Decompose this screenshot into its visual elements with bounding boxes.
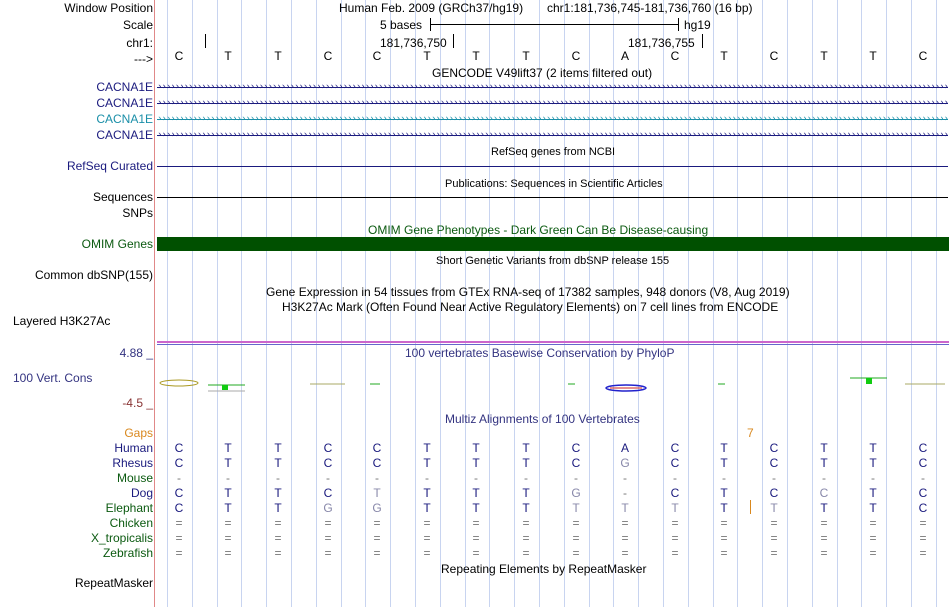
alignment-base: = bbox=[671, 546, 679, 560]
alignment-base: = bbox=[472, 531, 480, 545]
alignment-base: C bbox=[323, 486, 333, 500]
omim-label[interactable]: OMIM Genes bbox=[81, 237, 153, 251]
alignment-base: T bbox=[423, 456, 431, 470]
alignment-base: = bbox=[175, 531, 183, 545]
alignment-base: T bbox=[472, 501, 480, 515]
scale-db: hg19 bbox=[684, 18, 711, 32]
alignment-base: T bbox=[869, 486, 877, 500]
species-label-rhesus: Rhesus bbox=[112, 456, 153, 470]
alignment-base: = bbox=[572, 546, 580, 560]
alignment-base: - bbox=[326, 471, 330, 485]
dbsnp-title: Short Genetic Variants from dbSNP release 155 bbox=[436, 255, 670, 267]
alignment-base: = bbox=[572, 516, 580, 530]
alignment-base: - bbox=[375, 471, 379, 485]
alignment-base: T bbox=[472, 441, 480, 455]
alignment-base: = bbox=[224, 516, 232, 530]
alignment-base: T bbox=[522, 501, 530, 515]
alignment-base: = bbox=[274, 531, 282, 545]
alignment-base: C bbox=[769, 486, 779, 500]
alignment-base: - bbox=[623, 471, 627, 485]
ruler-tick bbox=[702, 34, 703, 48]
alignment-base: T bbox=[869, 441, 877, 455]
alignment-base: - bbox=[524, 471, 528, 485]
alignment-base: - bbox=[177, 471, 181, 485]
alignment-base: = bbox=[175, 546, 183, 560]
base-letter: C bbox=[174, 49, 184, 63]
alignment-base: = bbox=[472, 546, 480, 560]
alignment-base: T bbox=[423, 486, 431, 500]
species-label-dog: Dog bbox=[130, 486, 153, 500]
alignment-base: T bbox=[522, 441, 530, 455]
alignment-base: G bbox=[372, 501, 382, 515]
alignment-base: T bbox=[522, 486, 530, 500]
alignment-base: T bbox=[621, 501, 629, 515]
scale-bar bbox=[430, 24, 678, 25]
alignment-base: T bbox=[224, 456, 232, 470]
alignment-base: - bbox=[425, 471, 429, 485]
alignment-base: T bbox=[820, 501, 828, 515]
species-label-elephant: Elephant bbox=[105, 501, 153, 515]
alignment-base: C bbox=[174, 501, 184, 515]
alignment-base: - bbox=[276, 471, 280, 485]
alignment-base: - bbox=[226, 471, 230, 485]
alignment-base: = bbox=[324, 531, 332, 545]
sequences-label[interactable]: Sequences bbox=[92, 190, 153, 204]
alignment-base: T bbox=[423, 441, 431, 455]
alignment-base: G bbox=[323, 501, 333, 515]
base-letter: T bbox=[869, 49, 877, 63]
alignment-base: = bbox=[621, 546, 629, 560]
omim-phenotype-bar[interactable] bbox=[157, 237, 949, 251]
alignment-base: T bbox=[720, 441, 728, 455]
alignment-base: G bbox=[620, 456, 630, 470]
alignment-base: C bbox=[918, 441, 928, 455]
multiz-title: Multiz Alignments of 100 Vertebrates bbox=[445, 412, 640, 426]
alignment-base: - bbox=[871, 471, 875, 485]
chrom-label: chr1: bbox=[126, 36, 153, 50]
base-letter: T bbox=[224, 49, 232, 63]
gaps-label[interactable]: Gaps bbox=[124, 426, 153, 440]
species-label-mouse: Mouse bbox=[116, 471, 153, 485]
alignment-base: = bbox=[472, 516, 480, 530]
base-letter: C bbox=[918, 49, 928, 63]
alignment-base: = bbox=[572, 531, 580, 545]
alignment-base: = bbox=[919, 531, 927, 545]
scale-text: 5 bases bbox=[380, 18, 423, 32]
base-letter: C bbox=[571, 49, 581, 63]
alignment-base: = bbox=[869, 531, 877, 545]
cons-title: 100 vertebrates Basewise Conservation by PhyloP bbox=[405, 346, 675, 360]
cons-label[interactable]: 100 Vert. Cons bbox=[13, 371, 93, 385]
alignment-base: = bbox=[274, 516, 282, 530]
gap-count: 7 bbox=[747, 426, 754, 440]
alignment-base: = bbox=[224, 531, 232, 545]
gencode-item-label[interactable]: CACNA1E bbox=[96, 112, 153, 126]
base-letter: A bbox=[620, 49, 630, 63]
alignment-base: C bbox=[174, 456, 184, 470]
dbsnp-label[interactable]: Common dbSNP(155) bbox=[34, 268, 153, 282]
alignment-base: T bbox=[472, 486, 480, 500]
ruler-tick bbox=[205, 34, 206, 48]
alignment-base: C bbox=[670, 486, 680, 500]
alignment-base: - bbox=[673, 471, 677, 485]
alignment-base: = bbox=[820, 516, 828, 530]
omim-title: OMIM Gene Phenotypes - Dark Green Can Be Disease-causing bbox=[368, 223, 709, 237]
alignment-base: T bbox=[274, 456, 282, 470]
alignment-base: C bbox=[918, 456, 928, 470]
position-text: chr1:181,736,745-181,736,760 (16 bp) bbox=[547, 1, 753, 15]
alignment-base: = bbox=[720, 546, 728, 560]
h3k27ac-title: H3K27Ac Mark (Often Found Near Active Regulatory Elements) on 7 cell lines from ENCODE bbox=[282, 300, 779, 314]
alignment-base: G bbox=[571, 486, 581, 500]
gtex-title: Gene Expression in 54 tissues from GTEx RNA-seq of 17382 samples, 948 donors (V8, Aug 2019) bbox=[266, 285, 790, 299]
alignment-base: T bbox=[720, 501, 728, 515]
gencode-transcript[interactable] bbox=[157, 129, 948, 141]
alignment-base: = bbox=[522, 546, 530, 560]
gencode-transcript[interactable] bbox=[157, 81, 948, 93]
sequences-line[interactable] bbox=[157, 197, 948, 198]
alignment-base: T bbox=[572, 501, 580, 515]
alignment-base: = bbox=[522, 531, 530, 545]
coord-label: 181,736,755 bbox=[628, 36, 695, 50]
refseq-label[interactable]: RefSeq Curated bbox=[66, 159, 153, 173]
repeatmasker-title: Repeating Elements by RepeatMasker bbox=[441, 562, 647, 576]
alignment-base: = bbox=[671, 531, 679, 545]
alignment-base: C bbox=[571, 441, 581, 455]
alignment-base: C bbox=[571, 456, 581, 470]
alignment-base: = bbox=[324, 516, 332, 530]
h3k27ac-signal[interactable] bbox=[157, 344, 949, 345]
snps-label[interactable]: SNPs bbox=[122, 206, 153, 220]
alignment-base: = bbox=[770, 516, 778, 530]
scale-label: Scale bbox=[122, 18, 153, 32]
alignment-base: = bbox=[621, 531, 629, 545]
base-letter: C bbox=[323, 49, 333, 63]
h3k27ac-signal[interactable] bbox=[157, 341, 949, 343]
gencode-title: GENCODE V49lift37 (2 items filtered out) bbox=[432, 66, 653, 80]
alignment-base: T bbox=[274, 501, 282, 515]
alignment-base: = bbox=[423, 531, 431, 545]
alignment-base: = bbox=[224, 546, 232, 560]
base-letter: T bbox=[274, 49, 282, 63]
refseq-title: RefSeq genes from NCBI bbox=[491, 146, 616, 158]
alignment-base: T bbox=[770, 501, 778, 515]
alignment-base: C bbox=[769, 456, 779, 470]
alignment-base: T bbox=[720, 456, 728, 470]
alignment-base: A bbox=[620, 441, 630, 455]
alignment-base: T bbox=[820, 456, 828, 470]
alignment-base: - bbox=[822, 471, 826, 485]
base-letter: T bbox=[820, 49, 828, 63]
alignment-base: = bbox=[770, 531, 778, 545]
base-letter: T bbox=[522, 49, 530, 63]
gencode-transcript[interactable] bbox=[157, 97, 948, 109]
alignment-base: C bbox=[670, 441, 680, 455]
cons-min-label: -4.5 _ bbox=[122, 396, 153, 410]
ruler-tick bbox=[453, 34, 454, 48]
alignment-base: T bbox=[274, 486, 282, 500]
alignment-base: C bbox=[918, 501, 928, 515]
conservation-wiggle[interactable] bbox=[155, 370, 950, 400]
alignment-base: T bbox=[472, 456, 480, 470]
alignment-base: = bbox=[274, 546, 282, 560]
base-letter: T bbox=[423, 49, 431, 63]
alignment-base: - bbox=[921, 471, 925, 485]
alignment-base: = bbox=[720, 531, 728, 545]
alignment-base: = bbox=[373, 516, 381, 530]
alignment-base: C bbox=[174, 441, 184, 455]
alignment-base: T bbox=[671, 501, 679, 515]
alignment-base: T bbox=[522, 456, 530, 470]
alignment-base: - bbox=[722, 471, 726, 485]
repeatmasker-label[interactable]: RepeatMasker bbox=[74, 576, 153, 590]
base-letter: C bbox=[372, 49, 382, 63]
alignment-base: T bbox=[224, 441, 232, 455]
species-label-chicken: Chicken bbox=[109, 516, 153, 530]
assembly-text: Human Feb. 2009 (GRCh37/hg19) bbox=[339, 1, 524, 15]
window-position-label: Window Position bbox=[64, 1, 153, 15]
alignment-base: = bbox=[373, 546, 381, 560]
alignment-base: = bbox=[621, 516, 629, 530]
scale-bar-tick bbox=[430, 18, 431, 31]
alignment-base: = bbox=[671, 516, 679, 530]
h3k27ac-label[interactable]: Layered H3K27Ac bbox=[13, 314, 111, 328]
alignment-base: T bbox=[274, 441, 282, 455]
alignment-base: = bbox=[522, 516, 530, 530]
cons-max-label: 4.88 _ bbox=[119, 346, 153, 360]
alignment-base: = bbox=[423, 546, 431, 560]
base-letter: C bbox=[769, 49, 779, 63]
coord-label: 181,736,750 bbox=[380, 36, 447, 50]
alignment-base: = bbox=[869, 546, 877, 560]
alignment-base: = bbox=[324, 546, 332, 560]
gencode-item-label[interactable]: CACNA1E bbox=[96, 96, 153, 110]
base-letter: T bbox=[472, 49, 480, 63]
alignment-base: - bbox=[623, 486, 627, 500]
alignment-base: = bbox=[869, 516, 877, 530]
alignment-base: - bbox=[474, 471, 478, 485]
alignment-base: - bbox=[772, 471, 776, 485]
alignment-base: C bbox=[174, 486, 184, 500]
alignment-base: C bbox=[323, 456, 333, 470]
alignment-base: - bbox=[574, 471, 578, 485]
alignment-base: C bbox=[323, 441, 333, 455]
alignment-base: T bbox=[224, 501, 232, 515]
alignment-base: = bbox=[423, 516, 431, 530]
alignment-base: C bbox=[918, 486, 928, 500]
alignment-base: T bbox=[224, 486, 232, 500]
alignment-base: = bbox=[175, 516, 183, 530]
alignment-base: T bbox=[423, 501, 431, 515]
alignment-base: = bbox=[919, 516, 927, 530]
refseq-gene-line[interactable] bbox=[157, 166, 948, 167]
alignment-base: = bbox=[770, 546, 778, 560]
species-label-zebrafish: Zebrafish bbox=[102, 546, 153, 560]
alignment-base: T bbox=[373, 486, 381, 500]
alignment-base: = bbox=[820, 546, 828, 560]
alignment-base: C bbox=[670, 456, 680, 470]
gencode-item-label[interactable]: CACNA1E bbox=[96, 128, 153, 142]
scale-bar-tick bbox=[678, 18, 679, 31]
pubs-title: Publications: Sequences in Scientific Articles bbox=[445, 178, 663, 190]
alignment-base: T bbox=[869, 501, 877, 515]
species-label-human: Human bbox=[114, 441, 153, 455]
alignment-base: C bbox=[819, 486, 829, 500]
strand-label: ---> bbox=[134, 52, 153, 66]
alignment-base: T bbox=[720, 486, 728, 500]
base-letter: C bbox=[670, 49, 680, 63]
alignment-base: T bbox=[820, 441, 828, 455]
alignment-base: = bbox=[720, 516, 728, 530]
base-letter: T bbox=[720, 49, 728, 63]
alignment-base: C bbox=[372, 441, 382, 455]
alignment-base: = bbox=[820, 531, 828, 545]
alignment-base: T bbox=[869, 456, 877, 470]
alignment-base: C bbox=[372, 456, 382, 470]
alignment-base: = bbox=[373, 531, 381, 545]
alignment-base: C bbox=[769, 441, 779, 455]
species-label-x-tropicalis: X_tropicalis bbox=[90, 531, 153, 545]
alignment-base: = bbox=[919, 546, 927, 560]
gencode-transcript[interactable] bbox=[157, 113, 948, 125]
gap-marker bbox=[750, 500, 751, 514]
gencode-item-label[interactable]: CACNA1E bbox=[96, 80, 153, 94]
